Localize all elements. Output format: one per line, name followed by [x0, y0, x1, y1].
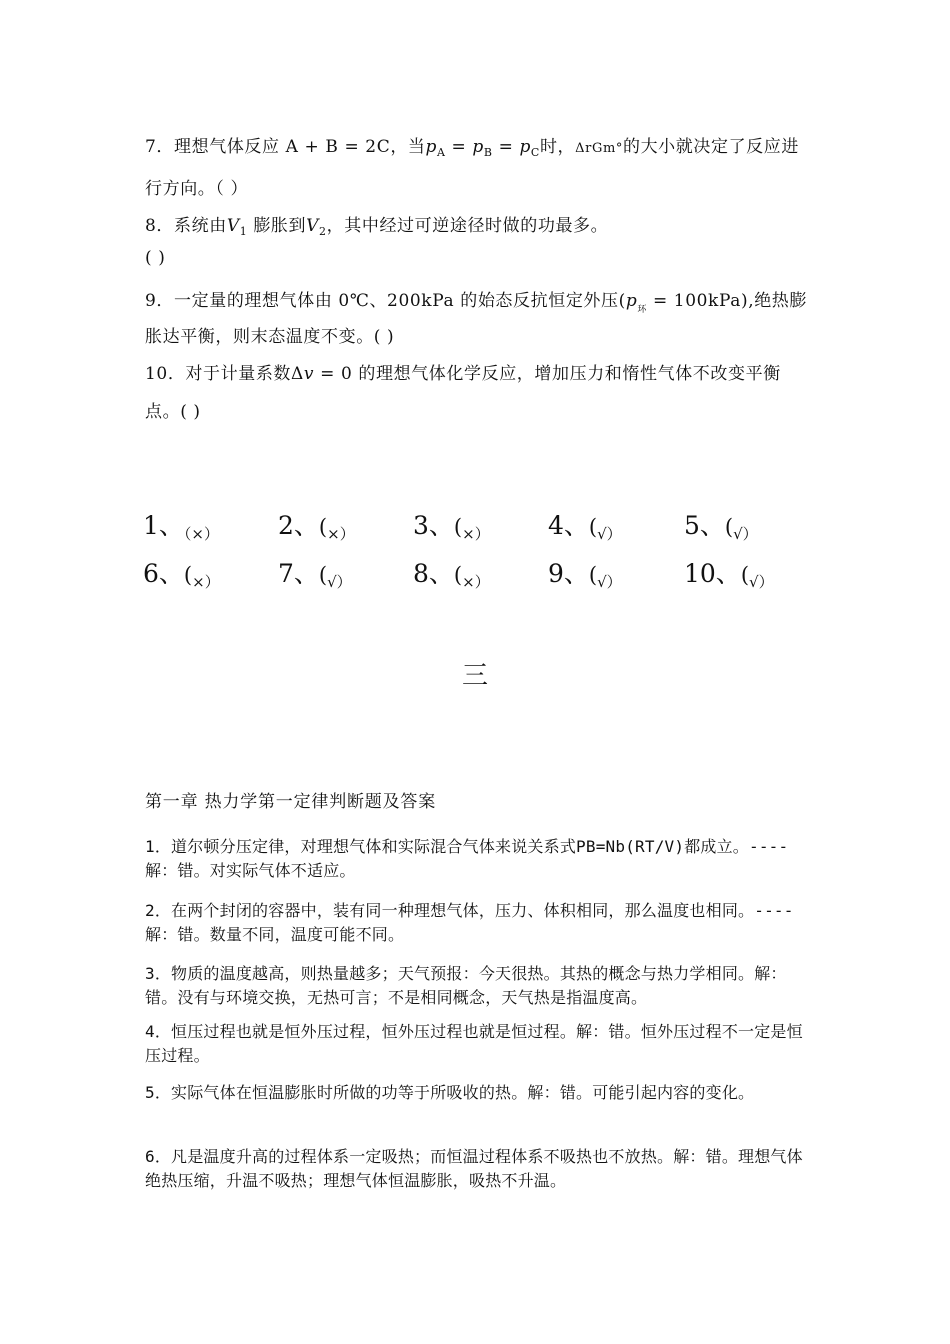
q7-sub-c: C — [530, 146, 540, 159]
gibbs-symbol: ΔrGm° — [575, 141, 623, 156]
section-heading: 三 — [461, 661, 488, 691]
answer-mark: √ — [749, 573, 759, 591]
question-10-line-1 — [145, 359, 781, 384]
q7-pc: p — [519, 137, 531, 157]
q8-v2: V — [306, 216, 320, 236]
answer-4: 4、($_{√)}$ — [548, 511, 622, 543]
answer-mark: √ — [327, 573, 337, 591]
answer-1: 1、$_{(\times)}$ — [143, 511, 220, 543]
answer-mark: × — [462, 525, 475, 543]
answer-mark: √ — [597, 573, 607, 591]
question-7-line-2: 行方向。（ ） — [145, 179, 249, 199]
chapter-title: 第一章 热力学第一定律判断题及答案 — [145, 792, 437, 812]
answer-7: 7、($_{√)}$ — [278, 559, 352, 591]
q7-sub-b: B — [483, 146, 493, 159]
answer-9: 9、($_{√)}$ — [548, 559, 622, 591]
qa-item: 5．实际气体在恒温膨胀时所做的功等于所吸收的热。解：错。可能引起内容的变化。 — [145, 1083, 755, 1102]
answer-8: 8、($_{\times)}$ — [413, 559, 490, 591]
q7-text-3: 的大小就决定了反应进 — [622, 137, 799, 157]
answer-6: 6、($_{\times)}$ — [143, 559, 220, 591]
answer-open-paren: （ — [183, 525, 192, 543]
question-10-line-2: 点。( ) — [145, 402, 201, 422]
question-8-line-2: ( ) — [145, 248, 166, 268]
qa-item: 4．恒压过程也就是恒外压过程，恒外压过程也就是恒过程。解：错。恒外压过程不一定是恒压过程。 — [145, 1022, 803, 1065]
q7-eq2: = — [492, 137, 520, 157]
question-9-line-1 — [145, 286, 807, 315]
q7-text-2: 时， — [539, 137, 576, 157]
answer-mark: √ — [597, 525, 607, 543]
q8-sub-1: 1 — [239, 225, 248, 238]
q8-v1: V — [226, 216, 240, 236]
qa-item: 2．在两个封闭的容器中，装有同一种理想气体，压力、体积相同，那么温度也相同。----解：错。数量不同，温度可能不同。 — [145, 901, 794, 944]
question-7-line-1 — [145, 132, 799, 159]
answer-mark: × — [462, 573, 475, 591]
answer-10: 10、($_{√)}$ — [684, 559, 774, 591]
q7-text: 7．理想气体反应 A + B = 2C，当 — [145, 137, 426, 157]
question-9-line-2: 胀达平衡，则末态温度不变。( ) — [145, 327, 395, 347]
answer-3: 3、($_{\times)}$ — [413, 511, 490, 543]
q10-text-2: = 0 的理想气体化学反应，增加压力和惰性气体不改变平衡 — [314, 364, 781, 384]
qa-item: 1．道尔顿分压定律，对理想气体和实际混合气体来说关系式PB=Nb(RT/V)都成立。----解：错。对实际气体不适应。 — [145, 837, 789, 880]
q10-v: v — [303, 364, 315, 384]
answer-mark: √ — [733, 525, 743, 543]
answer-mark: × — [192, 573, 205, 591]
answer-mark: × — [191, 525, 204, 543]
q7-pb: p — [472, 137, 484, 157]
q10-text: 10．对于计量系数Δ — [145, 364, 304, 384]
q8-text-2: 膨胀到 — [247, 216, 307, 236]
q9-sub-env: 环 — [637, 305, 647, 315]
qa-item: 6．凡是温度升高的过程体系一定吸热；而恒温过程体系不吸热也不放热。解：错。理想气体绝热压缩，升温不吸热；理想气体恒温膨胀，吸热不升温。 — [145, 1147, 803, 1190]
q7-pa: p — [425, 137, 437, 157]
question-8-line-1 — [145, 211, 608, 238]
answer-2: 2、($_{\times)}$ — [278, 511, 355, 543]
answer-5: 5、($_{√)}$ — [684, 511, 758, 543]
q9-text-2: = 100kPa),绝热膨 — [646, 291, 807, 311]
q8-text-3: ，其中经过可逆途径时做的功最多。 — [326, 216, 609, 236]
answer-mark: × — [327, 525, 340, 543]
qa-item: 3．物质的温度越高，则热量越多；天气预报：今天很热。其热的概念与热力学相同。解：错。没有与环境交换，无热可言；不是相同概念，天气热是指温度高。 — [145, 964, 787, 1007]
q9-text: 9．一定量的理想气体由 0℃、200kPa 的始态反抗恒定外压( — [145, 291, 626, 311]
q7-eq1: = — [445, 137, 473, 157]
q8-sub-2: 2 — [319, 225, 327, 238]
q8-text: 8．系统由 — [145, 216, 227, 236]
q7-sub-a: A — [437, 146, 446, 159]
q9-p: p — [625, 291, 638, 311]
